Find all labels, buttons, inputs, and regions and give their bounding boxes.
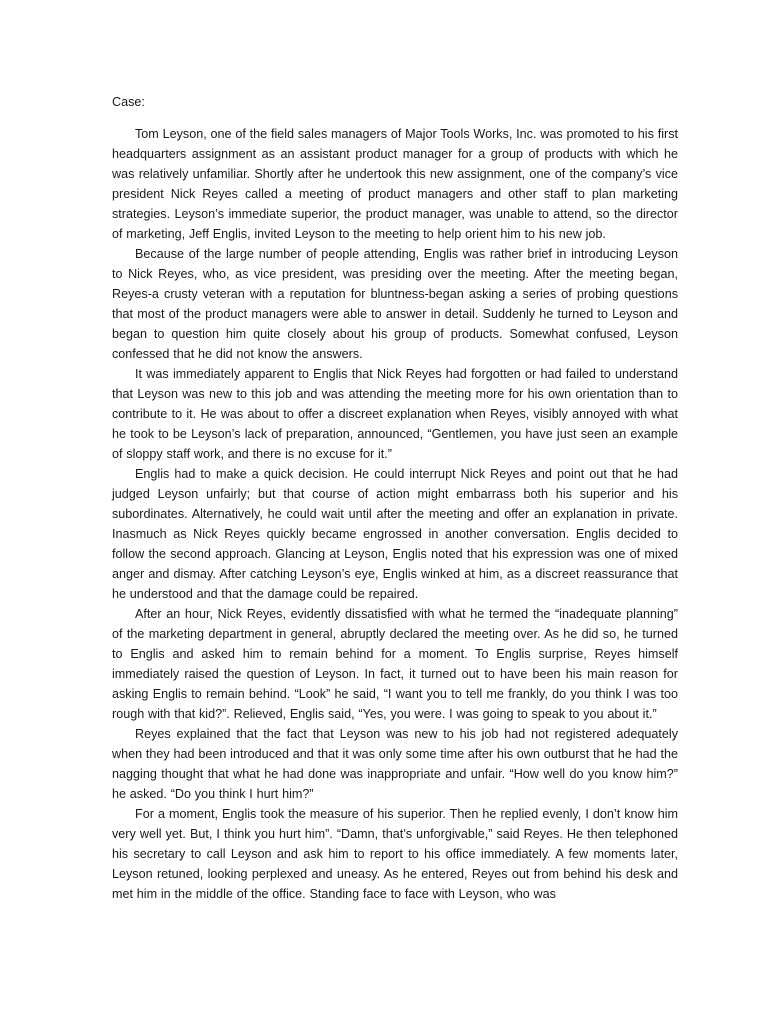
- case-heading: Case:: [112, 95, 145, 109]
- paragraph-7: For a moment, Englis took the measure of his superior. Then he replied evenly, I don’t know him very well yet. But, I think you hurt him”. “Damn, that’s unforgivable,” said Reyes. He then telephoned his secretary to call Leyson and ask him to report to his office immediately. A few moments later, Leyson retuned, looking perplexed and uneasy. As he entered, Reyes out from behind his desk and met him in the middle of the office. Standing face to face with Leyson, who was: [112, 807, 678, 901]
- paragraph-4: Englis had to make a quick decision. He could interrupt Nick Reyes and point out that he had judged Leyson unfairly; but that course of action might embarrass both his superior and his subordinates. Alternatively, he could wait until after the meeting and offer an explanation in private. Inasmuch as Nick Reyes quickly became engrossed in another conversation. Englis decided to follow the second approach. Glancing at Leyson, Englis noted that his expression was one of mixed anger and dismay. After catching Leyson’s eye, Englis winked at him, as a discreet reassurance that he understood and that the damage could be repaired.: [112, 467, 678, 601]
- paragraph-6: Reyes explained that the fact that Leyson was new to his job had not registered adequately when they had been introduced and that it was only some time after his own outburst that he had the nagging thought that what he had done was inappropriate and unfair. “How well do you know him?” he asked. “Do you think I hurt him?”: [112, 727, 678, 801]
- paragraph-1: Tom Leyson, one of the field sales managers of Major Tools Works, Inc. was promoted to his first headquarters assignment as an assistant product manager for a group of products with which he was relatively unfamiliar. Shortly after he undertook this new assignment, one of the company’s vice president Nick Reyes called a meeting of product managers and other staff to plan marketing strategies. Leyson’s immediate superior, the product manager, was unable to attend, so the director of marketing, Jeff Englis, invited Leyson to the meeting to help orient him to his new job.: [112, 127, 678, 241]
- paragraph-3: It was immediately apparent to Englis that Nick Reyes had forgotten or had failed to understand that Leyson was new to this job and was attending the meeting more for his own orientation than to contribute to it. He was about to offer a discreet explanation when Reyes, visibly annoyed with what he took to be Leyson’s lack of preparation, announced, “Gentlemen, you have just seen an example of sloppy staff work, and there is no excuse for it.”: [112, 367, 678, 461]
- document-page: [112, 92, 678, 904]
- paragraph-5: After an hour, Nick Reyes, evidently dissatisfied with what he termed the “inadequate planning” of the marketing department in general, abruptly declared the meeting over. As he did so, he turned to Englis and asked him to remain behind for a moment. To Englis surprise, Reyes himself immediately raised the question of Leyson. In fact, it turned out to have been his main reason for asking Englis to remain behind. “Look” he said, “I want you to tell me frankly, do you think I was too rough with that kid?”. Relieved, Englis said, “Yes, you were. I was going to speak to you about it.”: [112, 607, 678, 721]
- paragraph-2: Because of the large number of people attending, Englis was rather brief in introducing Leyson to Nick Reyes, who, as vice president, was presiding over the meeting. After the meeting began, Reyes-a crusty veteran with a reputation for bluntness-began asking a series of probing questions that most of the product managers were able to answer in detail. Suddenly he turned to Leyson and began to question him quite closely about his group of products. Somewhat confused, Leyson confessed that he did not know the answers.: [112, 247, 678, 361]
